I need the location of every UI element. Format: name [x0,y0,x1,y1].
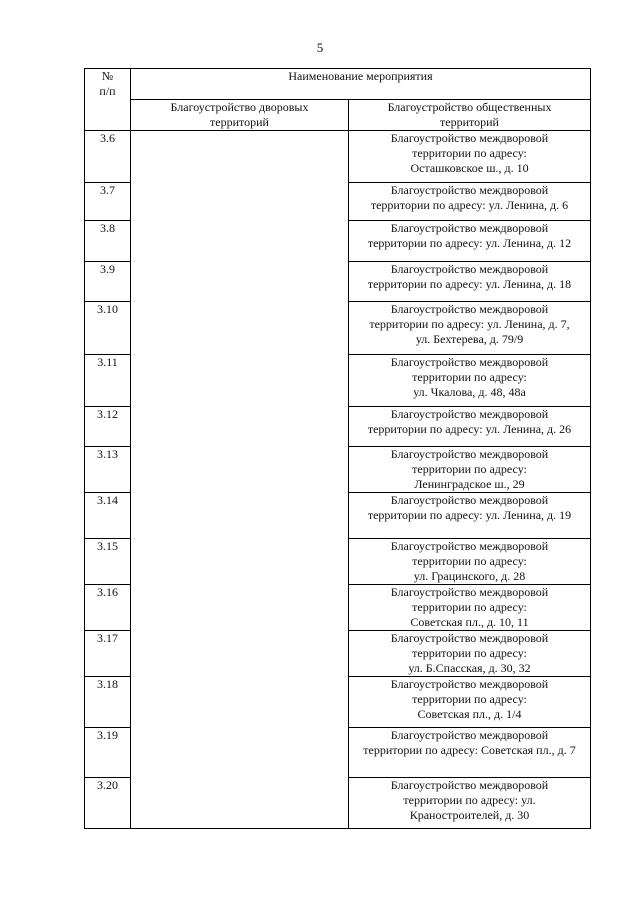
public-territory-cell [349,778,591,829]
public-territory-cell [349,539,591,585]
header-public-line1: Благоустройство общественных [387,100,552,114]
public-territory-text-line: Благоустройство междворовой [390,262,549,276]
public-territory-text-line: территории по адресу: [412,646,527,660]
page-number: 5 [316,40,324,55]
header-yard-territories [131,100,349,131]
public-territory-text-line: ул. Б.Спасская, д. 30, 32 [408,661,531,675]
public-territory-cell [349,262,591,302]
public-territory-text-line: ул. Бехтерева, д. 79/9 [415,332,524,346]
row-number: 3.16 [85,585,131,631]
public-territory-cell [349,447,591,493]
public-territory-text-line: территории по адресу: [412,462,527,476]
row-number: 3.13 [85,447,131,493]
row-number: 3.12 [85,407,131,447]
public-territory-text-line: территории по адресу: ул. Ленина, д. 7, [369,317,570,331]
public-territory-text-line: территории по адресу: ул. Ленина, д. 26 [367,422,572,436]
public-territory-cell [349,728,591,778]
row-number: 3.11 [85,355,131,407]
public-territory-text-line: Краностроителей, д. 30 [409,808,530,822]
public-territory-text-line: Благоустройство междворовой [390,631,549,645]
header-number-line2: п/п [99,84,116,98]
public-territory-text-line: Благоустройство междворовой [390,131,549,145]
row-number: 3.19 [85,728,131,778]
public-territory-cell [349,493,591,539]
header-number [85,69,131,131]
public-territory-text-line: территории по адресу: [412,600,527,614]
public-territory-cell [349,183,591,221]
public-territory-text-line: Благоустройство междворовой [390,539,549,553]
public-territory-text-line: Благоустройство междворовой [390,407,549,421]
public-territory-text-line: территории по адресу: ул. [403,793,536,807]
public-territory-text-line: территории по адресу: ул. Ленина, д. 12 [367,236,572,250]
yard-territories-cell [131,131,349,829]
public-territory-text-line: Благоустройство междворовой [390,355,549,369]
row-number: 3.8 [85,221,131,262]
public-territory-text-line: Ленинградское ш., 29 [414,477,525,491]
row-number: 3.15 [85,539,131,585]
public-territory-cell [349,585,591,631]
row-number: 3.14 [85,493,131,539]
public-territory-text-line: Благоустройство междворовой [390,447,549,461]
public-territory-text-line: ул. Чкалова, д. 48, 48а [413,385,526,399]
row-number: 3.10 [85,302,131,355]
public-territory-text-line: территории по адресу: [412,554,527,568]
public-territory-text-line: ул. Грацинского, д. 28 [413,569,526,583]
public-territory-text-line: Благоустройство междворовой [390,778,549,792]
table-row [85,131,591,183]
header-public-territories [349,100,591,131]
public-territory-text-line: Осташковское ш., д. 10 [410,161,529,175]
public-territory-text-line: территории по адресу: [412,692,527,706]
public-territory-text-line: Благоустройство междворовой [390,302,549,316]
row-number: 3.18 [85,677,131,728]
public-territory-cell [349,302,591,355]
public-territory-text-line: Советская пл., д. 10, 11 [410,615,529,629]
header-yard-line1: Благоустройство дворовых [170,100,309,114]
public-territory-cell [349,131,591,183]
public-territory-text-line: территории по адресу: ул. Ленина, д. 19 [367,508,572,522]
measures-table [84,68,591,829]
public-territory-text-line: Благоустройство междворовой [390,677,549,691]
public-territory-text-line: Благоустройство междворовой [390,221,549,235]
public-territory-cell [349,221,591,262]
public-territory-cell [349,407,591,447]
public-territory-text-line: Советская пл., д. 1/4 [417,707,522,721]
public-territory-text-line: территории по адресу: [412,146,527,160]
row-number: 3.20 [85,778,131,829]
header-public-line2: территорий [440,115,499,129]
public-territory-cell [349,355,591,407]
header-number-line1: № [101,69,114,83]
public-territory-text-line: территории по адресу: ул. Ленина, д. 6 [370,198,569,212]
public-territory-text-line: Благоустройство междворовой [390,183,549,197]
row-number: 3.9 [85,262,131,302]
public-territory-text-line: Благоустройство междворовой [390,585,549,599]
row-number: 3.17 [85,631,131,677]
row-number: 3.7 [85,183,131,221]
public-territory-text-line: территории по адресу: [412,370,527,384]
public-territory-text-line: Благоустройство междворовой [390,728,549,742]
public-territory-text-line: Благоустройство междворовой [390,493,549,507]
public-territory-text-line: территории по адресу: Советская пл., д. 7 [363,743,576,757]
public-territory-text-line: территории по адресу: ул. Ленина, д. 18 [367,277,572,291]
public-territory-cell [349,677,591,728]
row-number: 3.6 [85,131,131,183]
header-measure-name: Наименование мероприятия [131,69,591,100]
header-yard-line2: территорий [210,115,269,129]
public-territory-cell [349,631,591,677]
